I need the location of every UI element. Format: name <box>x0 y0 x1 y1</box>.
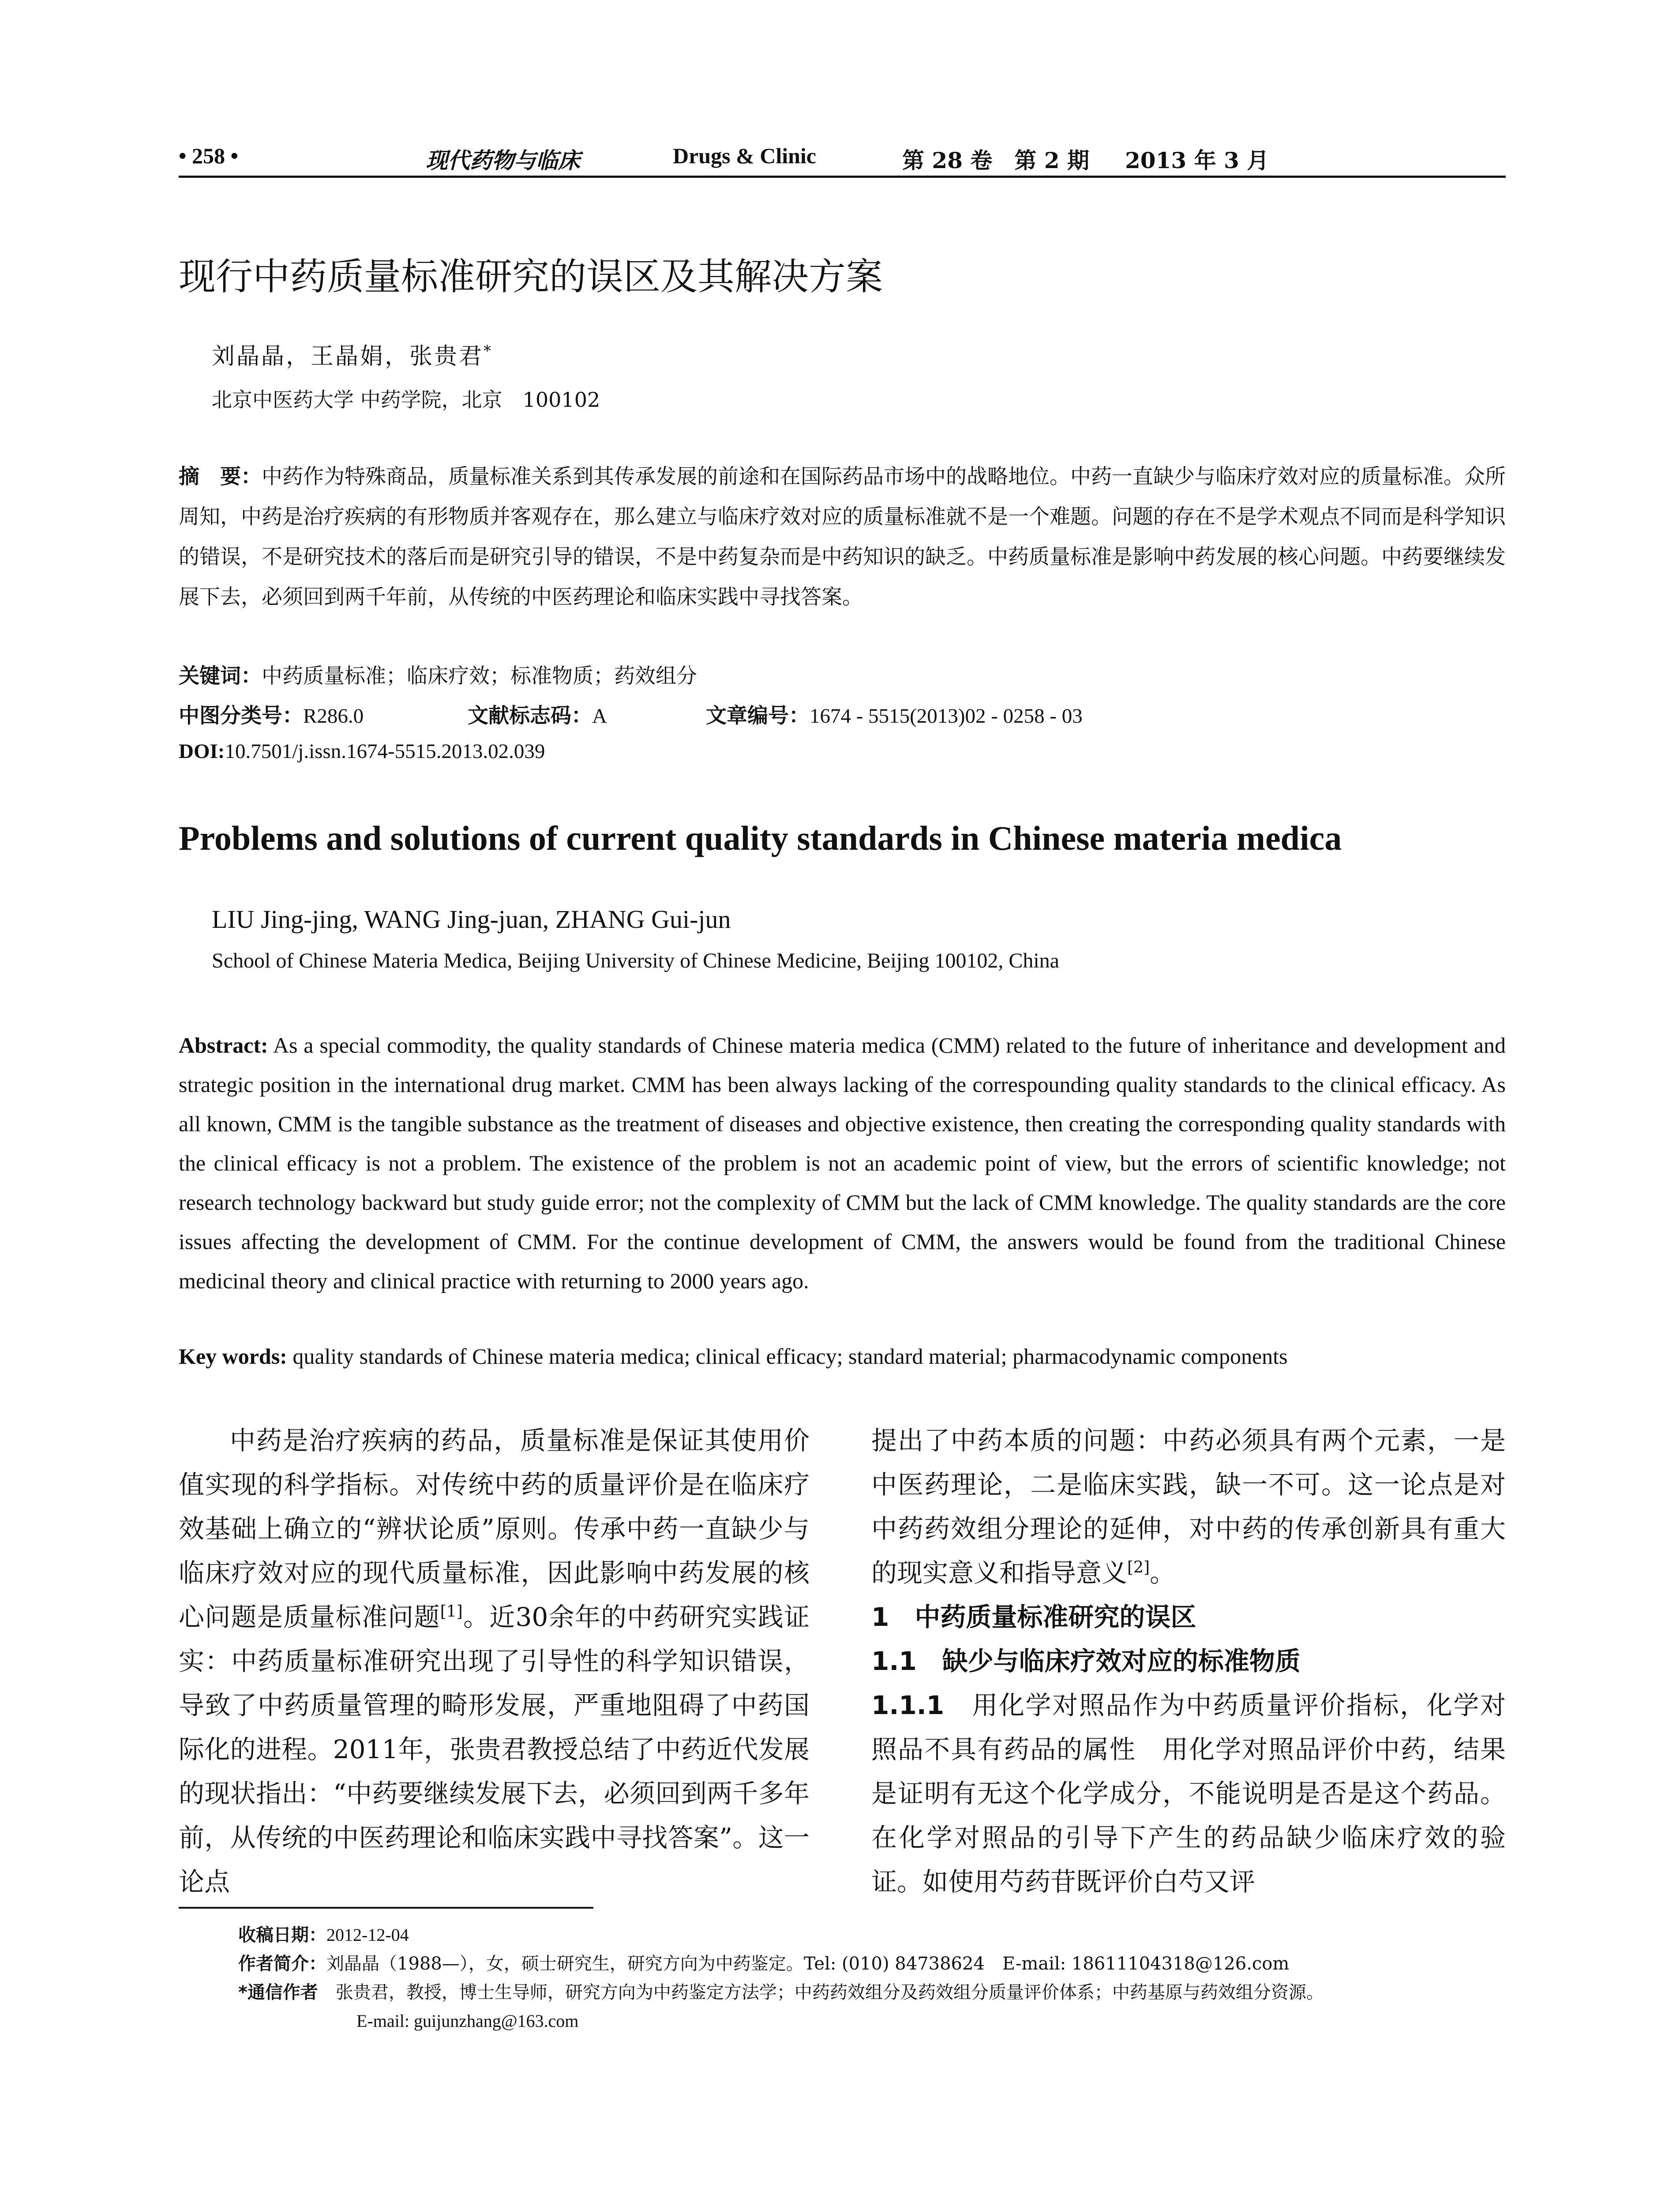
volume-issue: 第 28 卷 第 2 期 <box>902 147 1089 173</box>
citation-ref: [2] <box>1127 1558 1150 1577</box>
keywords-cn-text: 中药质量标准；临床疗效；标准物质；药效组分 <box>262 664 697 688</box>
corresponding-mark: * <box>484 342 493 360</box>
abstract-en-text: As a special commodity, the quality standards of Chinese materia medica (CMM) related to the future of inheritance and development and strategic position in the international drug market. CMM has been always lacking of the correspounding quality standards to the clinical efficacy. As all known, CMM is the tangible substance as the treatment of diseases and objective existence, then creating the corresponding quality standards with the clinical efficacy is not a problem. The existence of the problem is not an academic point of view, but the errors of scientific knowledge; not research technology backward but study guide error; not the complexity of CMM but the lack of CMM knowledge. The quality standards are the core issues affecting the development of CMM. For the continue development of CMM, the answers would be found from the traditional Chinese medicinal theory and clinical practice with returning to 2000 years ago. <box>179 1033 1506 1293</box>
authors-en: LIU Jing-jing, WANG Jing-juan, ZHANG Gui-jun <box>212 905 731 934</box>
footnote-received: 收稿日期：2012-12-04 <box>238 1925 409 1945</box>
classification-line <box>179 699 1506 726</box>
keywords-en-label: Key words: <box>179 1344 287 1369</box>
affiliation-en: School of Chinese Materia Medica, Beijing University of Chinese Medicine, Beijing 100102, China <box>212 949 1059 972</box>
page-number: • 258 • <box>179 143 239 168</box>
body-paragraph: 1.1.1 用化学对照品作为中药质量评价指标，化学对照品不具有药品的属性 用化学对照品评价中药，结果是证明有无这个化学成分，不能说明是否是这个药品。在化学对照品的引导下产生的药品缺少临床疗效的验证。如使用芍药苷既评价白芍又评 <box>871 1690 1506 1897</box>
header-rule <box>179 176 1506 178</box>
abstract-en-label: Abstract: <box>179 1033 268 1058</box>
footnote-author: 作者简介：刘晶晶（1988—），女，硕士研究生，研究方向为中药鉴定。Tel: (010) 84738624 E-mail: 18611104318@126.com <box>238 1954 1290 1974</box>
keywords-cn-label: 关键词： <box>179 664 262 688</box>
subsubsection-title: 用化学对照品作为中药质量评价指标，化学对照品不具有药品的属性 <box>871 1690 1506 1764</box>
body-column-right <box>871 1418 1506 1904</box>
body-paragraph: 提出了中药本质的问题：中药必须具有两个元素，一是中医药理论，二是临床实践，缺一不可。这一论点是对中药药效组分理论的延伸，对中药的传承创新具有重大的现实意义和指导意义[2]。 <box>871 1426 1506 1588</box>
issue-date: 2013 年 3 月 <box>1125 147 1269 173</box>
abstract-cn <box>179 457 1506 617</box>
abstract-cn-text: 中药作为特殊商品，质量标准关系到其传承发展的前途和在国际药品市场中的战略地位。中药一直缺少与临床疗效对应的质量标准。众所周知，中药是治疗疾病的有形物质并客观存在，那么建立与临床疗效对应的质量标准就不是一个难题。问题的存在不是学术观点不同而是科学知识的错误，不是研究技术的落后而是研究引导的错误，不是中药复杂而是中药知识的缺乏。中药质量标准是影响中药发展的核心问题。中药要继续发展下去，必须回到两千年前，从传统的中医药理论和临床实践中寻找答案。 <box>179 465 1506 609</box>
keywords-cn <box>179 660 697 689</box>
footnote-rule <box>179 1907 593 1909</box>
article-number: 文章编号：1674 - 5515(2013)02 - 0258 - 03 <box>706 704 1083 728</box>
doi-value: 10.7501/j.issn.1674-5515.2013.02.039 <box>225 740 545 763</box>
citation-ref: [1] <box>440 1602 463 1621</box>
keywords-en <box>179 1343 1288 1369</box>
body-paragraph: 中药是治疗疾病的药品，质量标准是保证其使用价值实现的科学指标。对传统中药的质量评价是在临床疗效基础上确立的“辨状论质”原则。传承中药一直缺少与临床疗效对应的现代质量标准，因此影响中药发展的核心问题是质量标准问题[1]。近30余年的中药研究实践证实：中药质量标准研究出现了引导性的科学知识错误，导致了中药质量管理的畸形发展，严重地阻碍了中药国际化的进程。2011年，张贵君教授总结了中药近代发展的现状指出：“中药要继续发展下去，必须回到两千多年前，从传统的中医药理论和临床实践中寻找答案”。这一论点 <box>179 1426 810 1897</box>
abstract-en <box>179 1026 1506 1301</box>
subsubsection-number: 1.1.1 <box>871 1690 945 1720</box>
doi-label: DOI: <box>179 740 225 763</box>
keywords-en-text: quality standards of Chinese materia medica; clinical efficacy; standard material; pharmacodynamic components <box>292 1344 1288 1369</box>
doi <box>179 739 545 763</box>
body-column-left <box>179 1418 810 1904</box>
affiliation-cn: 北京中医药大学 中药学院，北京 100102 <box>212 388 600 412</box>
authors-cn-names: 刘晶晶，王晶娟，张贵君 <box>212 343 484 370</box>
footnote-corresponding: *通信作者 张贵君，教授，博士生导师，研究方向为中药鉴定方法学；中药药效组分及药效组分质量评价体系；中药基原与药效组分资源。 <box>238 1982 1324 2003</box>
section-heading: 1 中药质量标准研究的误区 <box>871 1602 1196 1632</box>
clc-code: 中图分类号：R286.0 <box>179 704 364 728</box>
journal-name-en: Drugs & Clinic <box>673 143 816 168</box>
footnote-corresponding-email: E-mail: guijunzhang@163.com <box>356 2011 579 2031</box>
running-header <box>179 138 1501 172</box>
journal-name-cn: 现代药物与临床 <box>426 147 580 173</box>
authors-cn <box>212 338 493 371</box>
article-title-cn: 现行中药质量标准研究的误区及其解决方案 <box>179 255 883 298</box>
article-title-en: Problems and solutions of current quality standards in Chinese materia medica <box>179 819 1342 857</box>
document-code: 文献标志码：A <box>468 704 607 728</box>
subsection-heading: 1.1 缺少与临床疗效对应的标准物质 <box>871 1646 1301 1676</box>
abstract-cn-label: 摘 要： <box>179 465 262 489</box>
